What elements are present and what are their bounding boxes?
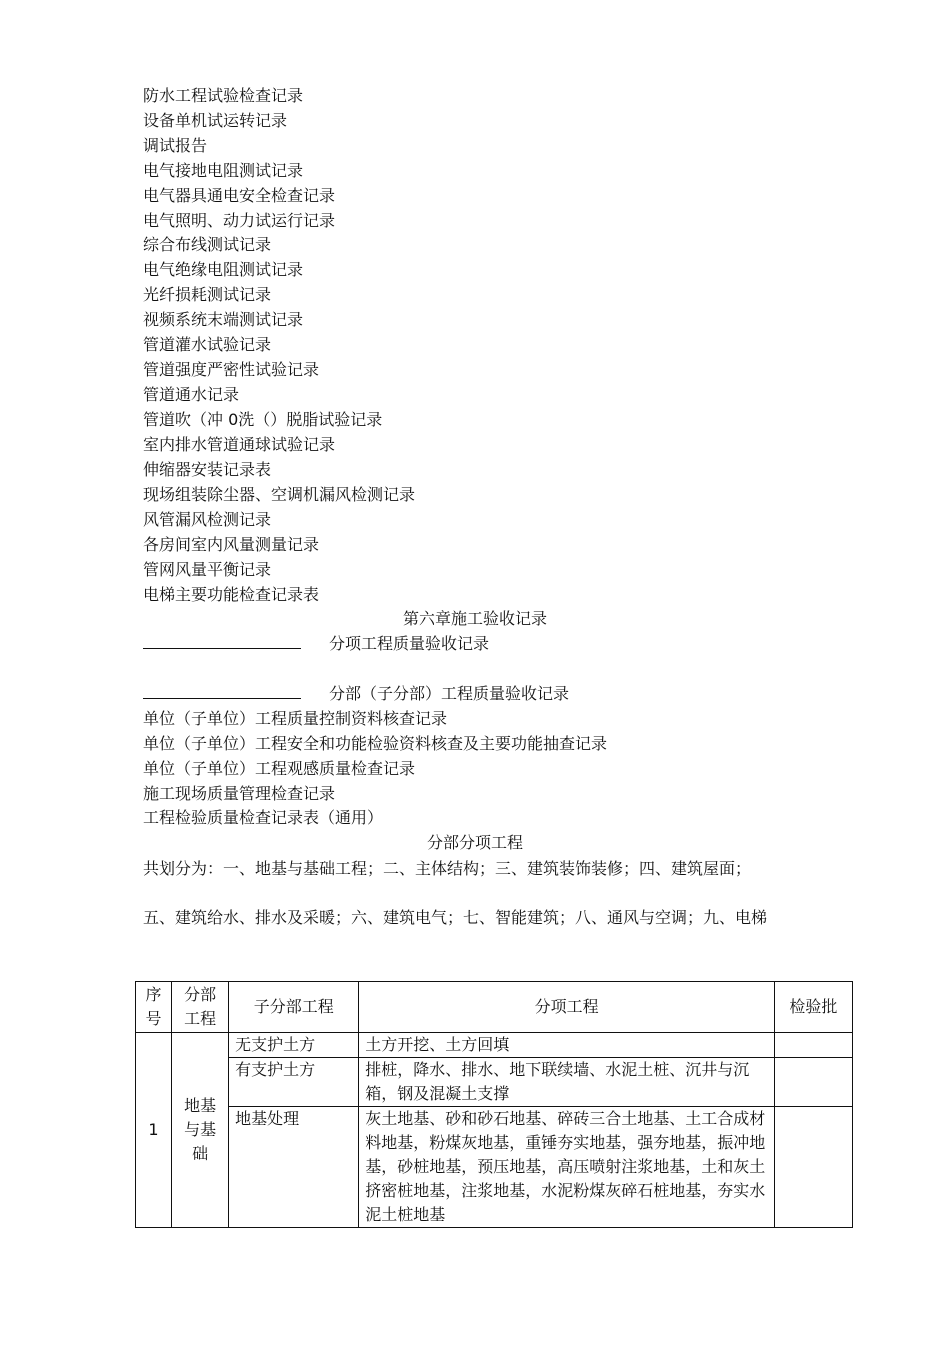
blank-item	[143, 684, 569, 704]
record-line: 电气器具通电安全检查记录	[143, 186, 336, 205]
division-paragraph: 共划分为：一、地基与基础工程；二、主体结构；三、建筑装饰装修；四、建筑屋面；	[143, 859, 752, 878]
blank-item	[143, 634, 489, 654]
header-batch: 检验批	[774, 982, 852, 1033]
header-item: 分项工程	[359, 982, 775, 1033]
header-subdivision: 子分部工程	[229, 982, 359, 1033]
record-line: 现场组装除尘器、空调机漏风检测记录	[143, 485, 416, 504]
row-items: 排桩，降水、排水、地下联续墙、水泥土桩、沉井与沉箱，钢及混凝土支撑	[359, 1058, 775, 1107]
row-subdivision: 无支护土方	[229, 1033, 359, 1058]
division-table	[135, 981, 853, 1228]
unit-record-line: 施工现场质量管理检查记录	[143, 784, 336, 803]
record-line: 伸缩器安装记录表	[143, 460, 272, 479]
header-division: 分部工程	[172, 982, 229, 1033]
record-line: 管道通水记录	[143, 385, 240, 404]
row-items: 灰土地基、砂和砂石地基、碎砖三合土地基、土工合成材料地基，粉煤灰地基，重锤夯实地基，强夯地基，振冲地基，砂桩地基，预压地基，高压喷射注浆地基，土和灰土挤密桩地基，注浆地基，水泥粉煤灰碎石桩地基，夯实水泥土桩地基	[359, 1107, 775, 1228]
record-line: 电气照明、动力试运行记录	[143, 211, 336, 230]
record-line: 管网风量平衡记录	[143, 560, 272, 579]
section-title: 分部分项工程	[426, 833, 523, 852]
row-items: 土方开挖、土方回填	[359, 1033, 775, 1058]
record-line: 各房间室内风量测量记录	[143, 535, 320, 554]
record-line: 管道灌水试验记录	[143, 335, 272, 354]
row-batch	[774, 1107, 852, 1228]
record-line: 调试报告	[143, 136, 208, 155]
unit-record-line: 单位（子单位）工程安全和功能检验资料核查及主要功能抽查记录	[143, 734, 608, 753]
row-division: 地基与基础	[172, 1033, 229, 1228]
record-line: 风管漏风检测记录	[143, 510, 272, 529]
table-row	[136, 1058, 853, 1107]
chapter-title: 第六章施工验收记录	[402, 609, 547, 628]
table-header-row	[136, 982, 853, 1033]
record-line: 室内排水管道通球试验记录	[143, 435, 336, 454]
blank-item-label: 分部（子分部）工程质量验收记录	[329, 684, 570, 703]
row-batch	[774, 1058, 852, 1107]
blank-underline	[143, 684, 301, 699]
table-row	[136, 1107, 853, 1228]
record-line: 视频系统末端测试记录	[143, 310, 304, 329]
table-row	[136, 1033, 853, 1058]
row-number: 1	[136, 1033, 172, 1228]
record-line: 电气绝缘电阻测试记录	[143, 260, 304, 279]
row-subdivision: 有支护土方	[229, 1058, 359, 1107]
record-line: 电气接地电阻测试记录	[143, 161, 304, 180]
blank-underline	[143, 634, 301, 649]
blank-item-label: 分项工程质量验收记录	[329, 634, 490, 653]
header-no: 序号	[136, 982, 172, 1033]
record-line: 电梯主要功能检查记录表	[143, 585, 320, 604]
record-line: 光纤损耗测试记录	[143, 285, 272, 304]
record-line: 综合布线测试记录	[143, 235, 272, 254]
unit-record-line: 单位（子单位）工程质量控制资料核查记录	[143, 709, 448, 728]
record-line: 防水工程试验检查记录	[143, 86, 304, 105]
record-line: 管道强度严密性试验记录	[143, 360, 320, 379]
row-subdivision: 地基处理	[229, 1107, 359, 1228]
record-line: 管道吹（冲 0洗（）脱脂试验记录	[143, 410, 383, 429]
row-batch	[774, 1033, 852, 1058]
unit-record-line: 单位（子单位）工程观感质量检查记录	[143, 759, 416, 778]
unit-record-line: 工程检验质量检查记录表（通用）	[143, 808, 384, 827]
record-line: 设备单机试运转记录	[143, 111, 288, 130]
division-paragraph: 五、建筑给水、排水及采暖；六、建筑电气；七、智能建筑；八、通风与空调；九、电梯	[143, 908, 768, 927]
